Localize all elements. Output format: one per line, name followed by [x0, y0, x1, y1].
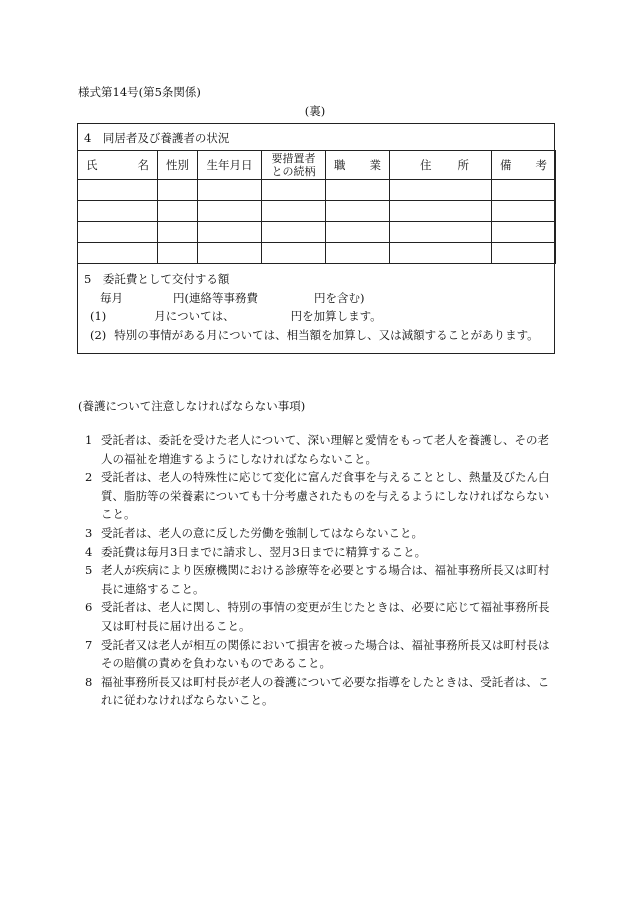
blank-cell[interactable]	[198, 243, 262, 264]
blank-cell[interactable]	[198, 201, 262, 222]
list-item: 4 委託費は毎月3日までに請求し、翌月3日までに精算すること。	[85, 544, 427, 559]
header-name: 氏 名	[78, 151, 158, 180]
yen-label: 円(連絡等事務費	[173, 290, 258, 305]
section4-title: 4 同居者及び養護者の状況	[84, 131, 230, 145]
section5	[84, 270, 539, 344]
table-row	[78, 222, 556, 243]
side-mark: (裏)	[304, 104, 326, 118]
list-item: 6 受託者は、老人に関し、特別の事情の変更が生じたときは、必要に応じて福祉事務所長又は町村長に届け出ること。	[85, 600, 550, 633]
blank-cell[interactable]	[262, 243, 326, 264]
blank-cell[interactable]	[158, 243, 198, 264]
item2-text: 特別の事情がある月については、相当額を加算し、又は減額することがあります。	[114, 327, 539, 342]
notes-list	[83, 431, 558, 710]
header-remarks: 備 考	[492, 151, 556, 180]
blank-cell[interactable]	[78, 180, 158, 201]
household-table	[77, 150, 556, 264]
form-box	[77, 123, 555, 354]
header-relation: 要措置者 との続柄	[262, 151, 326, 180]
blank-cell[interactable]	[158, 222, 198, 243]
blank-cell[interactable]	[492, 222, 556, 243]
item2-num: (2)	[90, 327, 107, 342]
header-job: 職 業	[326, 151, 390, 180]
table-row	[78, 201, 556, 222]
blank-cell[interactable]	[78, 201, 158, 222]
blank-cell[interactable]	[326, 180, 390, 201]
header-sex: 性別	[158, 151, 198, 180]
list-item: 1 受託者は、委託を受けた老人について、深い理解と愛情をもって老人を養護し、その老人の福祉を増進するようにしなければならないこと。	[85, 433, 550, 466]
blank-cell[interactable]	[492, 180, 556, 201]
blank-cell[interactable]	[78, 222, 158, 243]
form-id: 様式第14号(第5条関係)	[78, 85, 201, 99]
blank-cell[interactable]	[262, 222, 326, 243]
blank-cell[interactable]	[390, 180, 492, 201]
item1-num: (1)	[90, 309, 107, 323]
list-item: 5 老人が疾病により医療機関における診療等を必要とする場合は、福祉事務所長又は町村長に連絡すること。	[85, 563, 550, 596]
blank-cell[interactable]	[198, 222, 262, 243]
monthly-label: 毎月	[100, 290, 123, 305]
list-item: 7 受託者又は老人が相互の関係において損害を被った場合は、福祉事務所長又は町村長はその賠償の責めを負わないものであること。	[85, 637, 550, 671]
blank-cell[interactable]	[158, 201, 198, 222]
blank-cell[interactable]	[262, 201, 326, 222]
blank-cell[interactable]	[492, 201, 556, 222]
list-item: 2 受託者は、老人の特殊性に応じて変化に富んだ食事を与えることとし、熱量及びたん白質、脂肪等の栄養素についても十分考慮されたものを与えるようにしなければならないこと。	[85, 470, 550, 522]
blank-cell[interactable]	[262, 180, 326, 201]
section5-title: 5 委託費として交付する額	[84, 272, 230, 286]
header-address: 住 所	[390, 151, 492, 180]
monthly-amount-line	[84, 289, 539, 308]
blank-cell[interactable]	[326, 201, 390, 222]
blank-cell[interactable]	[492, 243, 556, 264]
table-row	[78, 243, 556, 264]
item1-month: 月については、	[154, 309, 235, 323]
item1-add: 円を加算します。	[290, 309, 382, 323]
item1-line	[84, 307, 539, 326]
list-item: 3 受託者は、老人の意に反した労働を強制してはならないこと。	[85, 525, 423, 540]
notes-title: (養護について注意しなければならない事項)	[78, 399, 306, 413]
blank-cell[interactable]	[198, 180, 262, 201]
blank-cell[interactable]	[390, 201, 492, 222]
blank-cell[interactable]	[326, 222, 390, 243]
blank-cell[interactable]	[158, 180, 198, 201]
list-item: 8 福祉事務所長又は町村長が老人の養護について必要な指導をしたときは、受託者は、これに従わなければならないこと。	[85, 674, 550, 708]
table-header-row	[78, 151, 556, 180]
header-birth: 生年月日	[198, 151, 262, 180]
item2-line	[84, 326, 539, 345]
blank-cell[interactable]	[390, 222, 492, 243]
blank-cell[interactable]	[326, 243, 390, 264]
blank-cell[interactable]	[390, 243, 492, 264]
included-label: 円を含む)	[314, 290, 365, 305]
table-row	[78, 180, 556, 201]
blank-cell[interactable]	[78, 243, 158, 264]
